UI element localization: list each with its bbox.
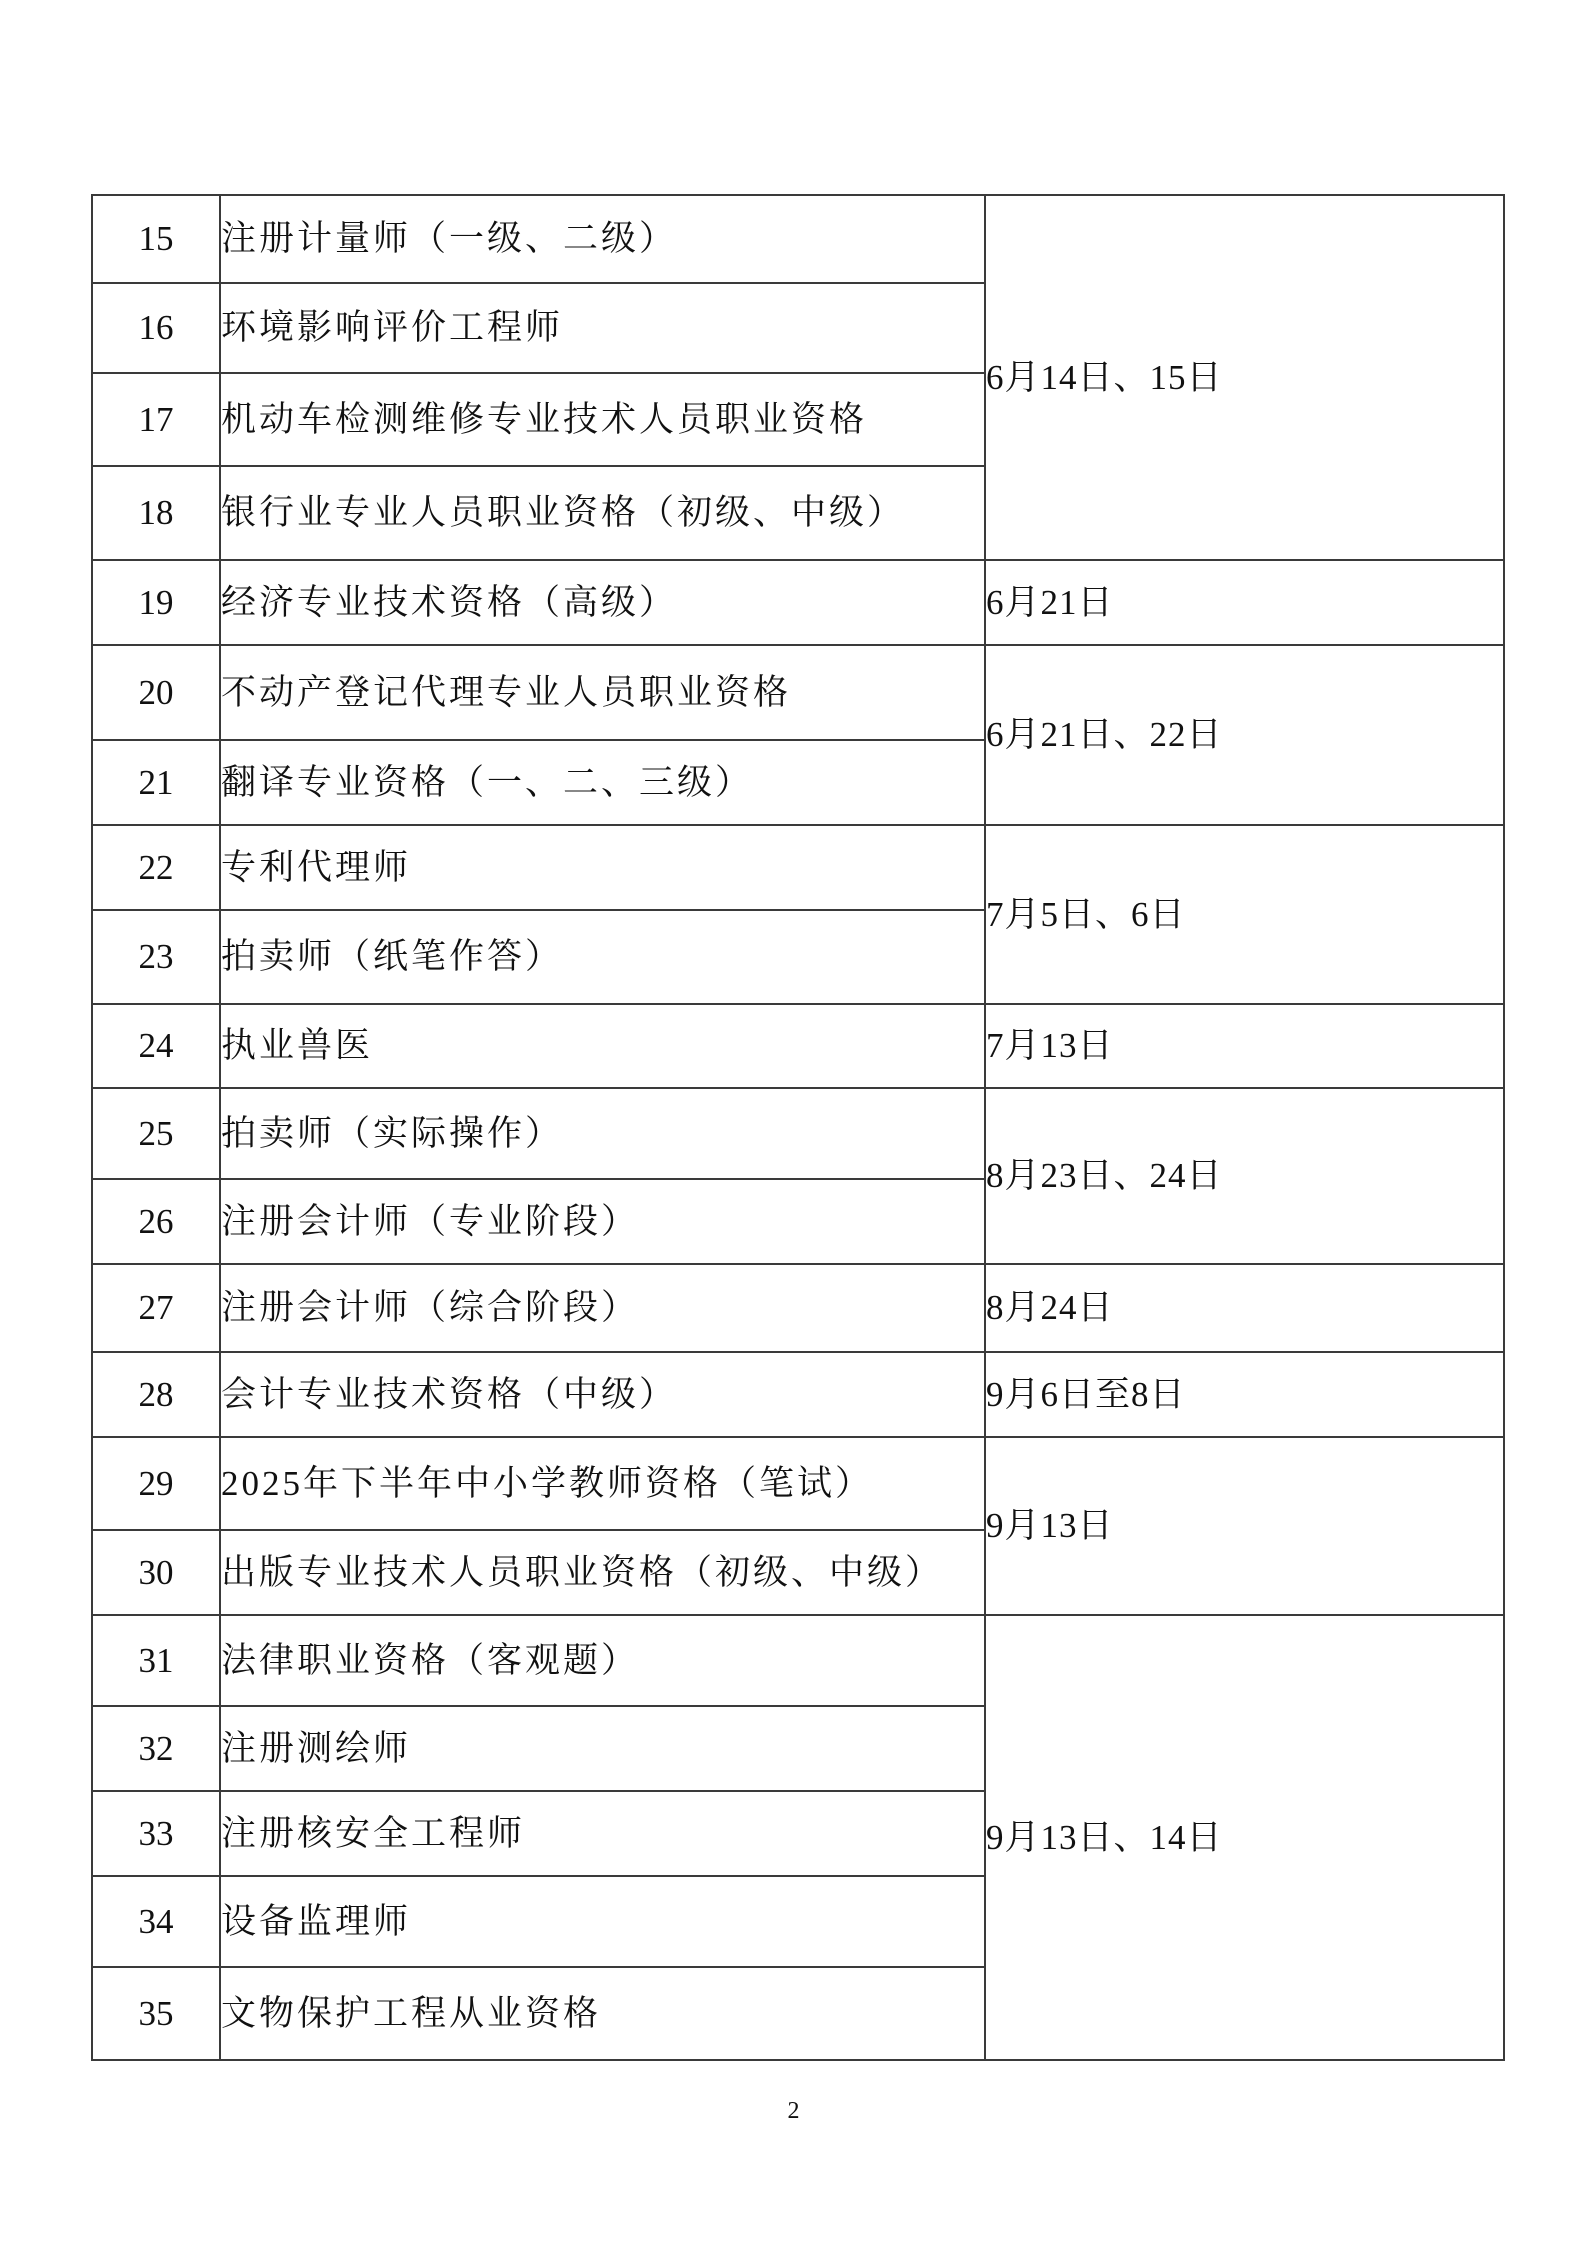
row-number: 21 [92,740,220,825]
row-number: 18 [92,466,220,560]
exam-name: 银行业专业人员职业资格（初级、中级） [220,466,985,560]
exam-name: 文物保护工程从业资格 [220,1967,985,2060]
exam-name: 法律职业资格（客观题） [220,1615,985,1706]
row-number: 26 [92,1179,220,1264]
exam-schedule-table [91,194,1505,2061]
exam-name: 机动车检测维修专业技术人员职业资格 [220,373,985,466]
row-number: 19 [92,560,220,645]
table-row [92,1615,1504,1706]
exam-date: 7月5日、6日 [985,825,1504,1004]
exam-name: 注册核安全工程师 [220,1791,985,1876]
table-row [92,1004,1504,1088]
row-number: 23 [92,910,220,1004]
exam-name: 专利代理师 [220,825,985,910]
exam-name: 出版专业技术人员职业资格（初级、中级） [220,1530,985,1615]
row-number: 24 [92,1004,220,1088]
exam-name: 环境影响评价工程师 [220,283,985,373]
exam-date: 7月13日 [985,1004,1504,1088]
table-row [92,560,1504,645]
exam-name: 拍卖师（实际操作） [220,1088,985,1179]
exam-name: 翻译专业资格（一、二、三级） [220,740,985,825]
exam-name: 注册测绘师 [220,1706,985,1791]
exam-name: 会计专业技术资格（中级） [220,1352,985,1437]
exam-date: 8月23日、24日 [985,1088,1504,1264]
exam-date: 8月24日 [985,1264,1504,1352]
exam-name: 注册会计师（综合阶段） [220,1264,985,1352]
exam-date: 6月14日、15日 [985,195,1504,560]
row-number: 34 [92,1876,220,1967]
table-row [92,1352,1504,1437]
table-row [92,645,1504,740]
row-number: 27 [92,1264,220,1352]
table-row [92,195,1504,283]
exam-name: 经济专业技术资格（高级） [220,560,985,645]
row-number: 15 [92,195,220,283]
table-row [92,1437,1504,1530]
table-row [92,825,1504,910]
exam-name: 执业兽医 [220,1004,985,1088]
row-number: 32 [92,1706,220,1791]
exam-date: 9月13日、14日 [985,1615,1504,2060]
row-number: 33 [92,1791,220,1876]
exam-name: 拍卖师（纸笔作答） [220,910,985,1004]
row-number: 22 [92,825,220,910]
row-number: 16 [92,283,220,373]
table-row [92,1264,1504,1352]
row-number: 30 [92,1530,220,1615]
exam-name: 注册计量师（一级、二级） [220,195,985,283]
row-number: 29 [92,1437,220,1530]
exam-date: 6月21日 [985,560,1504,645]
row-number: 35 [92,1967,220,2060]
exam-name: 注册会计师（专业阶段） [220,1179,985,1264]
table-row [92,1088,1504,1179]
exam-date: 9月6日至8日 [985,1352,1504,1437]
row-number: 28 [92,1352,220,1437]
row-number: 17 [92,373,220,466]
exam-name: 不动产登记代理专业人员职业资格 [220,645,985,740]
exam-name: 设备监理师 [220,1876,985,1967]
exam-name: 2025年下半年中小学教师资格（笔试） [220,1437,985,1530]
exam-date: 6月21日、22日 [985,645,1504,825]
row-number: 25 [92,1088,220,1179]
row-number: 31 [92,1615,220,1706]
exam-date: 9月13日 [985,1437,1504,1615]
row-number: 20 [92,645,220,740]
page-number: 2 [787,2098,800,2124]
